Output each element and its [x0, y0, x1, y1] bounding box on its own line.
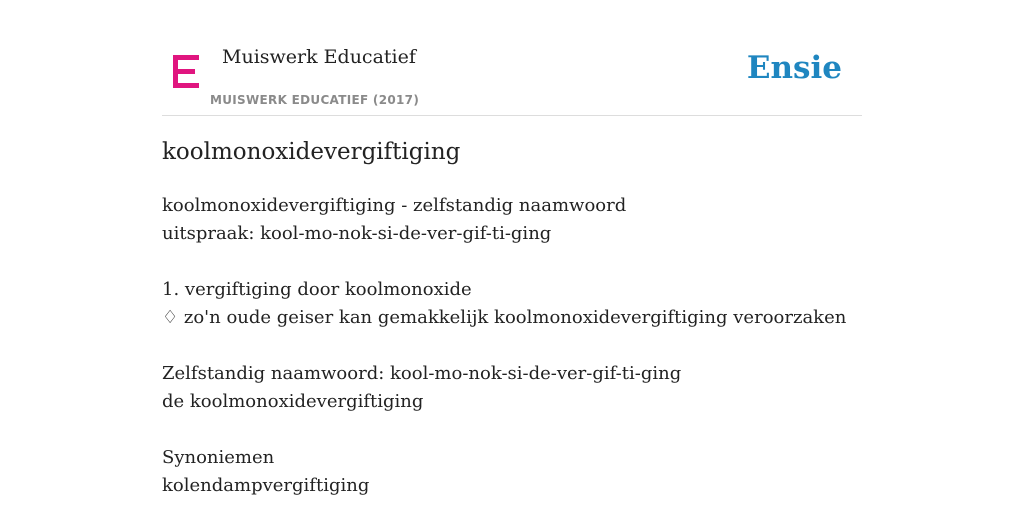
logo-bar-bottom — [173, 83, 199, 88]
logo-bar-top — [173, 55, 199, 60]
e-logo-icon[interactable] — [173, 55, 199, 88]
example-1: ♢ zo'n oude geiser kan gemakkelijk koolmonoxidevergiftiging veroorzaken — [162, 307, 847, 328]
source-name[interactable]: Muiswerk Educatief — [222, 46, 416, 68]
article-form: de koolmonoxidevergiftiging — [162, 391, 424, 412]
pronunciation: uitspraak: kool-mo-nok-si-de-ver-gif-ti-ging — [162, 223, 552, 244]
page-title: koolmonoxidevergiftiging — [162, 139, 461, 165]
sense-1: 1. vergiftiging door koolmonoxide — [162, 279, 472, 300]
definition-header: koolmonoxidevergiftiging - zelfstandig naamwoord — [162, 195, 627, 216]
spacer — [162, 332, 862, 360]
synonyms-heading: Synoniemen — [162, 447, 275, 468]
spacer — [162, 416, 862, 444]
page-container — [162, 0, 862, 512]
logo-bar-middle — [173, 69, 195, 74]
entry-body — [162, 192, 862, 500]
spacer — [162, 248, 862, 276]
synonym-link[interactable]: kolendampvergiftiging — [162, 475, 370, 496]
source-subtitle: MUISWERK EDUCATIEF (2017) — [210, 93, 420, 107]
header-divider — [162, 115, 862, 116]
noun-pronunciation: Zelfstandig naamwoord: kool-mo-nok-si-de-ver-gif-ti-ging — [162, 363, 682, 384]
brand-logo[interactable]: Ensie — [746, 50, 842, 86]
